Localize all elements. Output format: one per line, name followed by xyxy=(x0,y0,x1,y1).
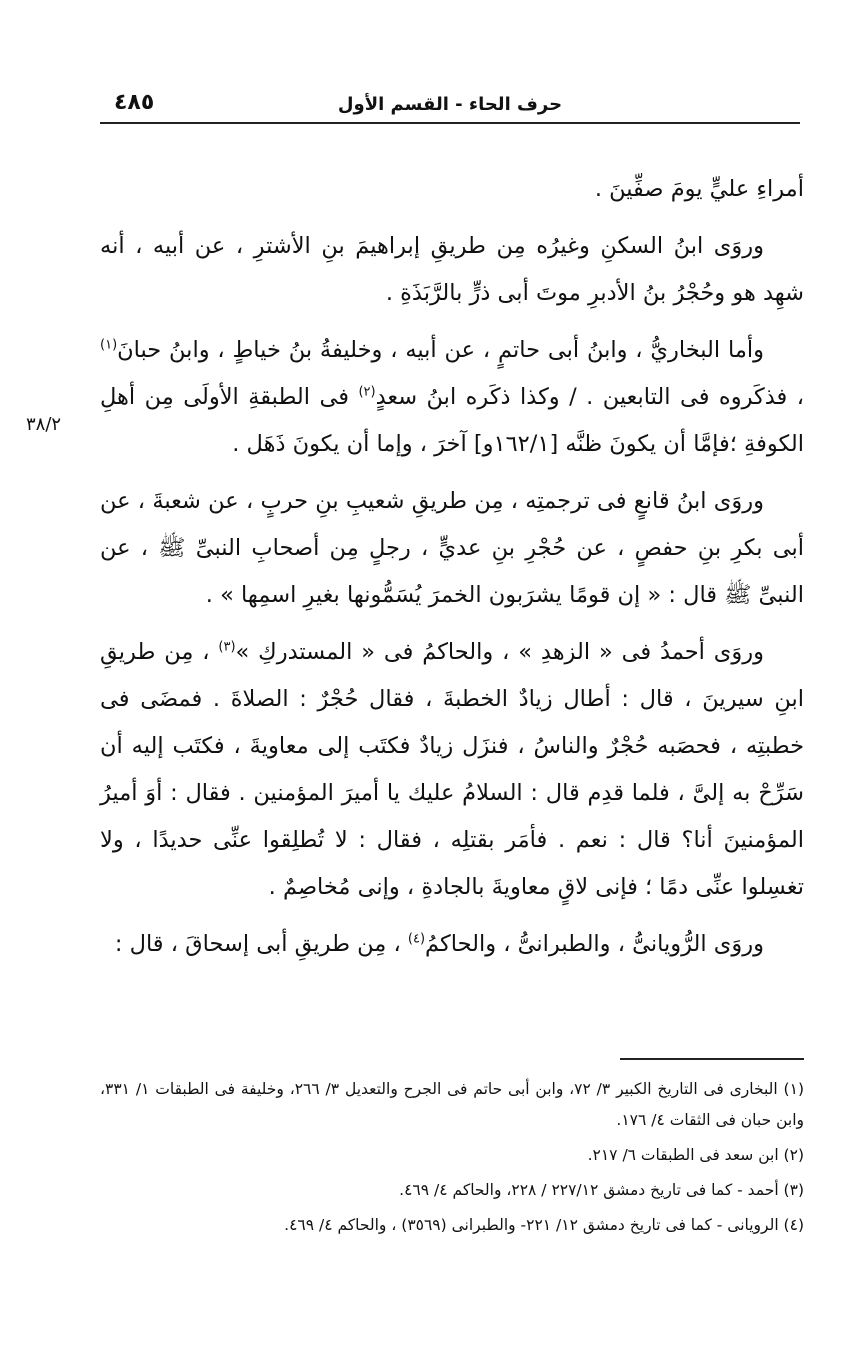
paragraph: وروَى ابنُ السكنِ وغيرُه مِن طريقِ إبراهيمَ بنِ الأشترِ ، عن أبيه ، أنه شهِد هو وحُجْرُ بنُ الأدبرِ موتَ أبى ذرٍّ بالرَّبَذَةِ . xyxy=(100,233,804,306)
text-run: وروَى أحمدُ فى « الزهدِ » ، والحاكمُ فى « المستدركِ » xyxy=(235,639,764,665)
text-run: وأما البخاريُّ ، وابنُ أبى حاتمٍ ، عن أبيه ، وخليفةُ بنُ خياطٍ ، وابنُ حبانَ xyxy=(117,337,764,363)
page-header xyxy=(100,86,800,124)
footnote: (٣) أحمد - كما فى تاريخ دمشق ٢٢٧/١٢ / ٢٢٨، والحاكم ٤/ ٤٦٩. xyxy=(399,1181,804,1199)
running-title: حرف الحاء - القسم الأول xyxy=(337,94,563,115)
footnote-ref[interactable]: (٢) xyxy=(358,384,376,400)
paragraph xyxy=(100,921,804,968)
paragraph xyxy=(100,327,804,468)
paragraph xyxy=(100,629,804,911)
footnote-separator xyxy=(620,1058,804,1060)
footnote: (١) البخارى فى التاريخ الكبير ٣/ ٧٢، وابن أبى حاتم فى الجرح والتعديل ٣/ ٢٦٦، وخليفة فى الطبقات ١/ ٣٣١، وابن حبان فى الثقات ٤/ ١٧٦. xyxy=(100,1080,804,1129)
footnotes xyxy=(100,1074,804,1245)
text-run: وروَى الرُّويانىُّ ، والطبرانىُّ ، والحاكمُ xyxy=(425,931,764,957)
footnote-ref[interactable]: (٣) xyxy=(218,639,236,655)
page-number: ٤٨٥ xyxy=(114,90,155,115)
text-run: ، مِن طريقِ ابنِ سيرينَ ، قال : أطال زيادٌ الخطبةَ ، فقال حُجْرٌ : الصلاةَ . فمضَى فى خطبتِه ، فحصَبه حُجْرٌ والناسُ ، فنزَل زيادٌ فكتَب إلى معاويةَ ، فكتَب إليه أن سَرِّحْ به إلىَّ ، فلما قدِم قال : السلامُ عليك يا أميرَ المؤمنين . فقال : أوَ أميرُ المؤمنينَ أنا؟ قال : نعم . فأمَر بقتلِه ، فقال : لا تُطلِقوا عنِّى حديدًا ، ولا تغسِلوا عنِّى دمًا ؛ فإنى لاقٍ معاويةَ بالجادةِ ، وإنى مُخاصِمٌ . xyxy=(100,639,804,900)
paragraph: أمراءِ عليٍّ يومَ صفِّينَ . xyxy=(594,176,804,202)
footnote-ref[interactable]: (٤) xyxy=(407,931,426,947)
margin-reference: ٣٨/٢ xyxy=(26,414,62,435)
paragraph: وروَى ابنُ قانعٍ فى ترجمتِه ، مِن طريقِ شعيبِ بنِ حربٍ ، عن شعبةَ ، عن أبى بكرِ بنِ حفصٍ ، عن حُجْرِ بنِ عديٍّ ، رجلٍ مِن أصحابِ النبىِّ ﷺ ، عن النبىِّ ﷺ قال : « إن قومًا يشرَبون الخمرَ يُسَمُّونها بغيرِ اسمِها » . xyxy=(100,488,804,608)
footnote: (٤) الرويانى - كما فى تاريخ دمشق ١٢/ ٢٢١- والطبرانى (٣٥٦٩) ، والحاكم ٤/ ٤٦٩. xyxy=(284,1216,804,1234)
text-run: ، مِن طريقِ أبى إسحاقَ ، قال : xyxy=(114,931,408,957)
footnote-ref[interactable]: (١) xyxy=(100,337,118,353)
main-text xyxy=(100,166,804,978)
footnote: (٢) ابن سعد فى الطبقات ٦/ ٢١٧. xyxy=(587,1146,804,1164)
text-run: ، فذكَروه فى التابعين . / وكذا ذكَره ابنُ سعدٍ xyxy=(375,384,804,410)
text-run: فى الطبقةِ الأولَى مِن أهلِ الكوفةِ ؛فإمَّا أن يكونَ ظنَّه [١٦٢/١و] آخرَ ، وإما أن يكونَ ذَهَل . xyxy=(100,384,804,457)
